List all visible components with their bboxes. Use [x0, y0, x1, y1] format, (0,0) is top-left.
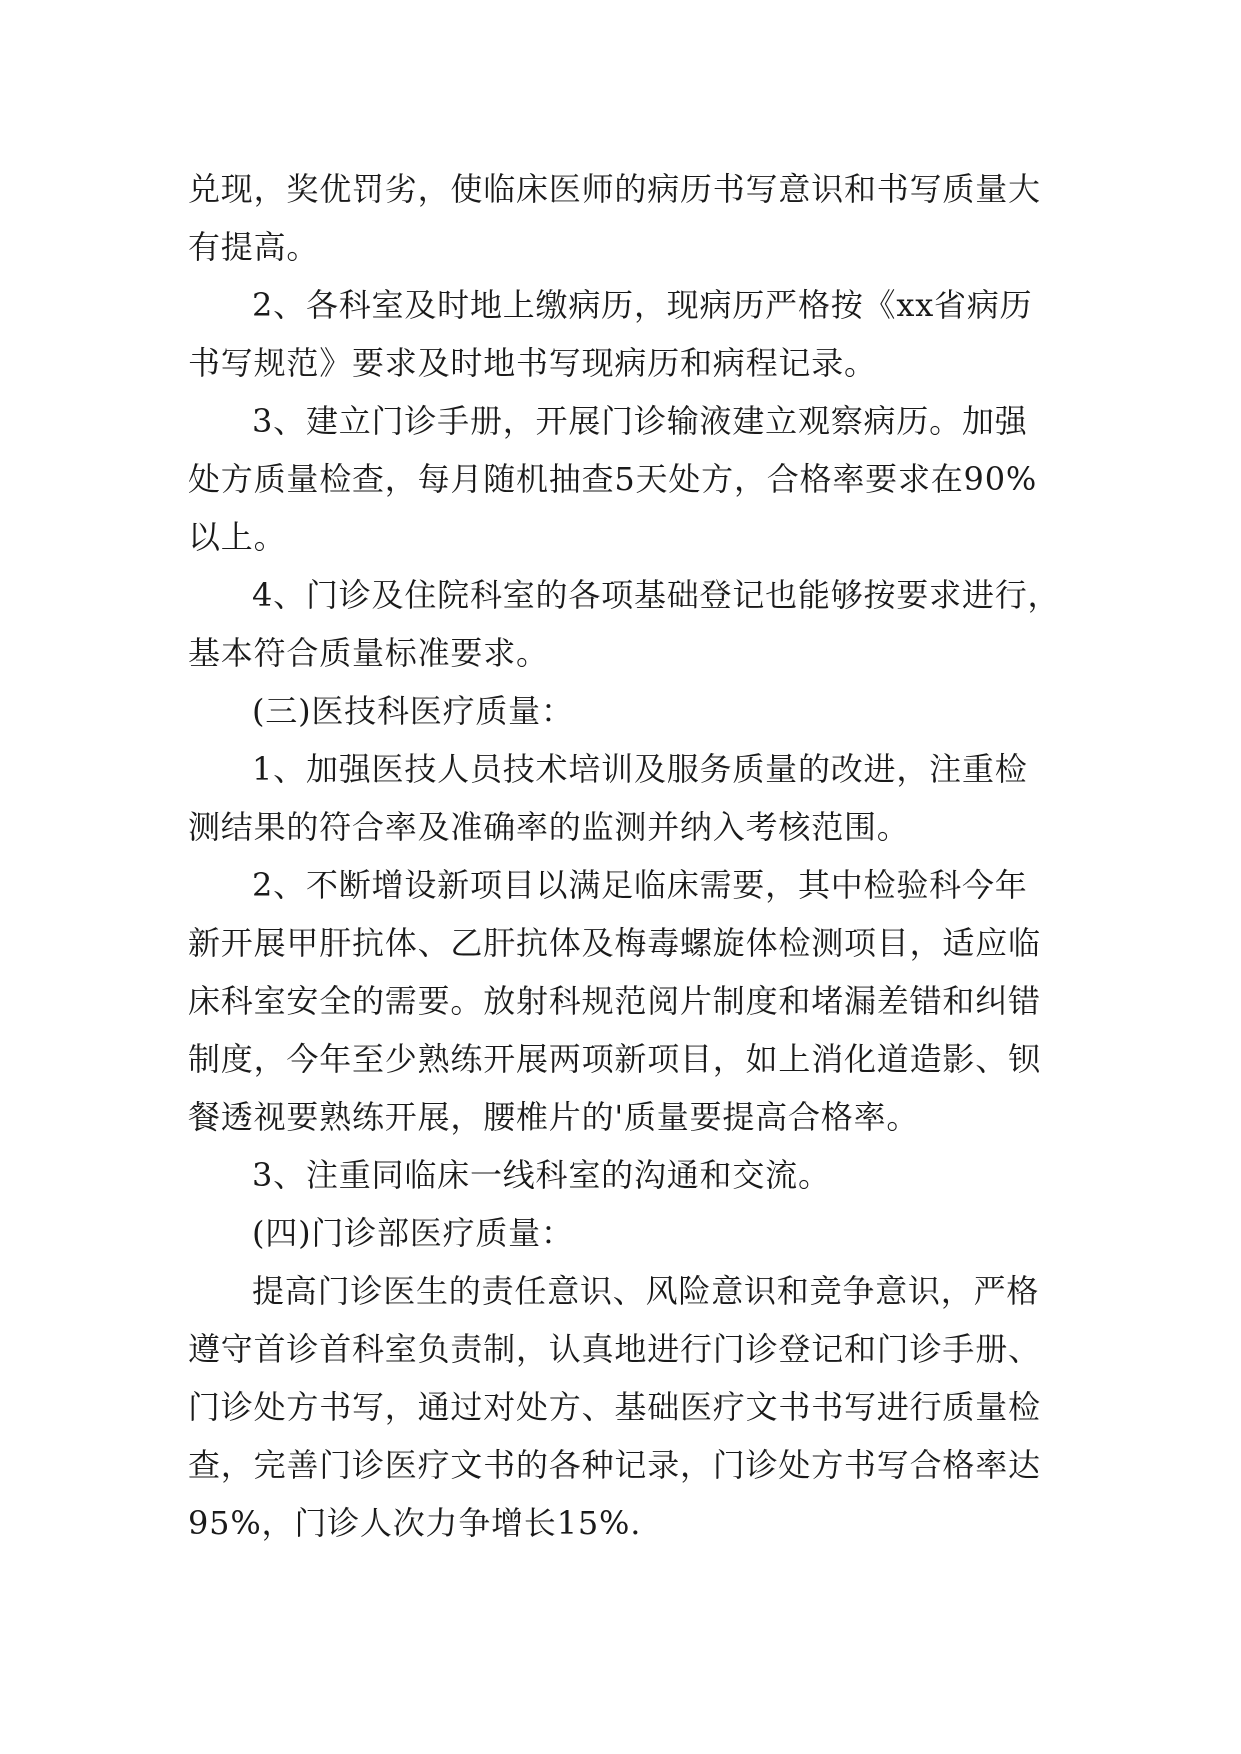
text-line: 新开展甲肝抗体、乙肝抗体及梅毒螺旋体检测项目，适应临 — [188, 924, 1041, 962]
text-line: 餐透视要熟练开展，腰椎片的'质量要提高合格率。 — [188, 1098, 920, 1136]
text-line: 3、建立门诊手册，开展门诊输液建立观察病历。加强 — [252, 402, 1028, 440]
text-line: 门诊处方书写，通过对处方、基础医疗文书书写进行质量检 — [188, 1388, 1041, 1426]
text-line: 基本符合质量标准要求。 — [188, 634, 549, 672]
document-body — [188, 160, 1061, 1552]
text-line: 2、各科室及时地上缴病历，现病历严格按《xx省病历 — [252, 286, 1033, 324]
text-line: 有提高。 — [188, 228, 320, 266]
text-line: 床科室安全的需要。放射科规范阅片制度和堵漏差错和纠错 — [188, 982, 1041, 1020]
text-line: 2、不断增设新项目以满足临床需要，其中检验科今年 — [252, 866, 1028, 904]
text-line: 查，完善门诊医疗文书的各种记录，门诊处方书写合格率达 — [188, 1446, 1041, 1484]
text-line: 1、加强医技人员技术培训及服务质量的改进，注重检 — [252, 750, 1028, 788]
text-line: 书写规范》要求及时地书写现病历和病程记录。 — [188, 344, 877, 382]
text-line: 处方质量检查，每月随机抽查5天处方，合格率要求在90% — [188, 460, 1038, 498]
section-heading: (三)医技科医疗质量： — [252, 692, 574, 730]
text-line: 4、门诊及住院科室的各项基础登记也能够按要求进行， — [252, 576, 1061, 614]
section-heading: (四)门诊部医疗质量： — [252, 1214, 574, 1252]
text-line: 提高门诊医生的责任意识、风险意识和竞争意识，严格 — [252, 1272, 1040, 1310]
text-line: 95%，门诊人次力争增长15%. — [188, 1504, 642, 1542]
text-line: 制度，今年至少熟练开展两项新项目，如上消化道造影、钡 — [188, 1040, 1041, 1078]
text-line: 3、注重同临床一线科室的沟通和交流。 — [252, 1156, 831, 1194]
document-text — [188, 160, 1061, 1552]
text-line: 测结果的符合率及准确率的监测并纳入考核范围。 — [188, 808, 910, 846]
text-line: 兑现，奖优罚劣，使临床医师的病历书写意识和书写质量大 — [188, 170, 1041, 208]
text-line: 遵守首诊首科室负责制，认真地进行门诊登记和门诊手册、 — [188, 1330, 1041, 1368]
text-line: 以上。 — [188, 518, 287, 556]
